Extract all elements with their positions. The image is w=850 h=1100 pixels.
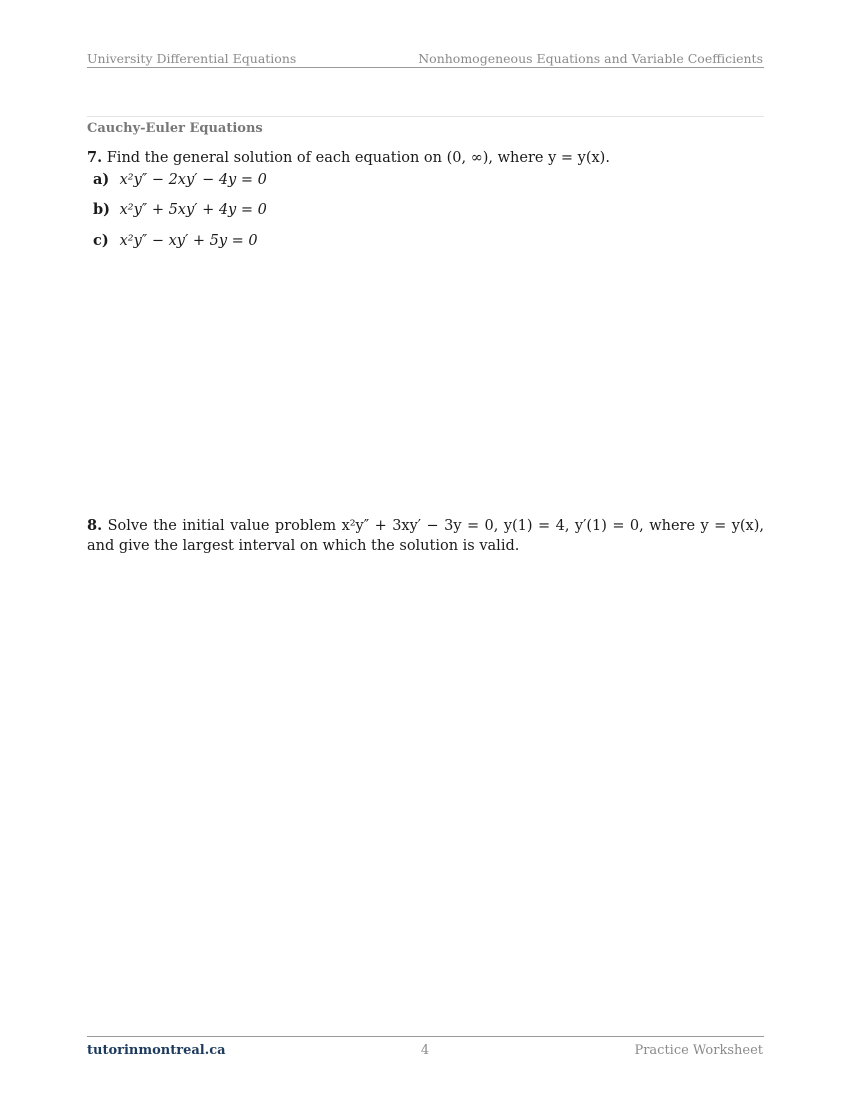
footer-worksheet-label: Practice Worksheet (634, 1043, 763, 1058)
equation: x²y″ − 2xy′ − 4y = 0 (119, 172, 267, 188)
question-7-part-b (93, 201, 267, 218)
footer-rule (87, 1036, 764, 1037)
part-label: b) (93, 201, 110, 218)
question-7-part-c (93, 232, 258, 249)
page-number: 4 (420, 1043, 430, 1058)
question-text: Find the general solution of each equation on (0, ∞), where y = y(x). (106, 150, 610, 166)
question-8 (87, 516, 764, 556)
footer-site-link[interactable]: tutorinmontreal.ca (87, 1043, 226, 1058)
question-7 (87, 148, 764, 168)
part-label: c) (93, 232, 109, 249)
header-rule (87, 67, 764, 68)
equation: x²y″ − xy′ + 5y = 0 (119, 233, 258, 249)
equation: x²y″ + 5xy′ + 4y = 0 (119, 202, 267, 218)
running-header-left: University Differential Equations (87, 51, 297, 66)
section-rule (87, 116, 764, 117)
part-label: a) (93, 171, 110, 188)
question-number: 8. (87, 517, 103, 534)
question-number: 7. (87, 149, 103, 166)
question-text: Solve the initial value problem x²y″ + 3xy′ − 3y = 0, y(1) = 4, y′(1) = 0, where y = y(x), and give the largest interval on which the solution is valid. (87, 518, 765, 554)
section-title: Cauchy-Euler Equations (87, 121, 263, 136)
question-7-part-a (93, 171, 267, 188)
running-header-right: Nonhomogeneous Equations and Variable Coefficients (418, 51, 763, 66)
